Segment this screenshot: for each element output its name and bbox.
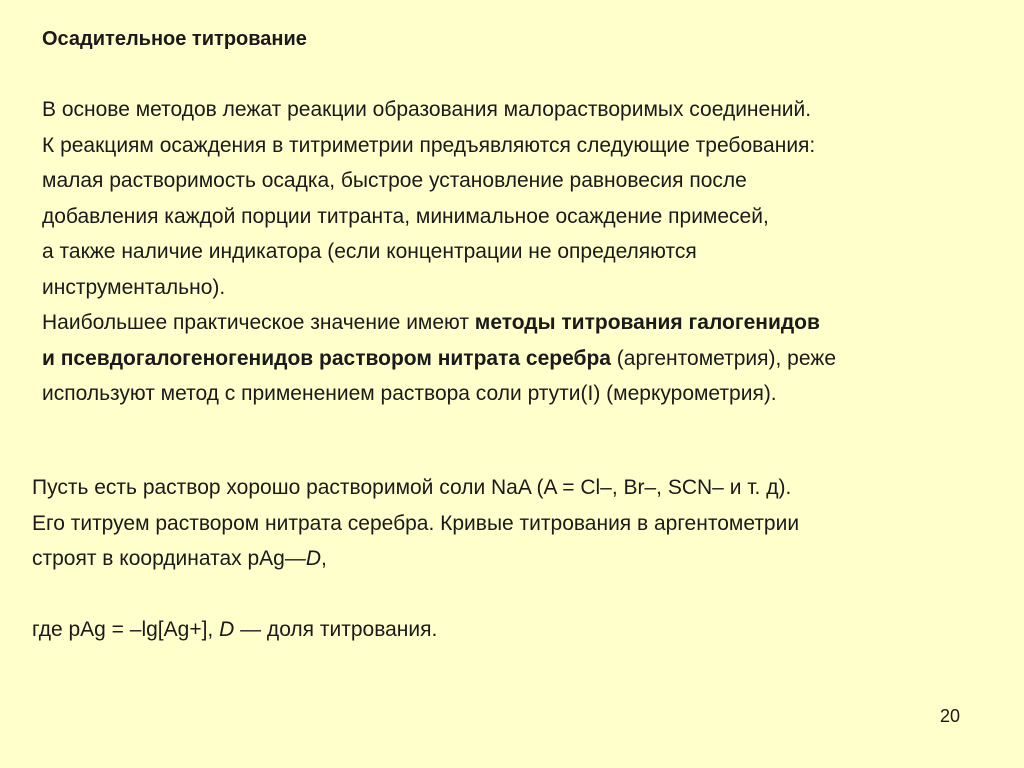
- text-line: [42, 341, 1017, 377]
- titration-paragraph: [32, 470, 1007, 647]
- text-plain: строят в координатах pAg—: [32, 547, 306, 570]
- text-line: добавления каждой порции титранта, минимальное осаждение примесей,: [42, 204, 769, 228]
- definition-line: [32, 612, 1007, 648]
- text-line: используют метод с применением раствора соли ртути(I) (меркурометрия).: [42, 382, 777, 405]
- text-bold: методы титрования галогенидов: [474, 311, 820, 334]
- text-plain: Наибольшее практическое значение имеют: [42, 311, 475, 334]
- spacer: [32, 577, 1007, 612]
- text-line: а также наличие индикатора (если концентрации не определяются: [42, 240, 697, 263]
- text-line: [32, 541, 1007, 577]
- text-line: Его титруем раствором нитрата серебра. Кривые титрования в аргентометрии: [32, 511, 800, 535]
- text-italic: D: [219, 617, 235, 641]
- text-plain: ,: [321, 547, 327, 570]
- text-plain: — доля титрования.: [234, 617, 438, 641]
- text-italic: D: [305, 547, 322, 570]
- text-plain: где pAg = –lg[Ag+],: [32, 617, 220, 641]
- text-line: К реакциям осаждения в титриметрии предъявляются следующие требования:: [42, 133, 816, 157]
- text-bold: и псевдогалогеногенидов раствором нитрата серебра: [42, 346, 611, 370]
- slide-title: Осадительное титрование: [42, 28, 307, 50]
- intro-paragraph: [42, 92, 1017, 412]
- text-line: инструментально).: [42, 275, 226, 299]
- text-line: малая растворимость осадка, быстрое установление равновесия после: [42, 169, 747, 192]
- page-number: 20: [940, 706, 961, 726]
- text-line: [42, 305, 1017, 341]
- text-line: Пусть есть раствор хорошо растворимой соли NaA (A = Cl–, Br–, SCN– и т. д).: [32, 476, 792, 499]
- text-line: В основе методов лежат реакции образования малорастворимых соединений.: [42, 98, 812, 121]
- text-plain: (аргентометрия), реже: [610, 346, 837, 370]
